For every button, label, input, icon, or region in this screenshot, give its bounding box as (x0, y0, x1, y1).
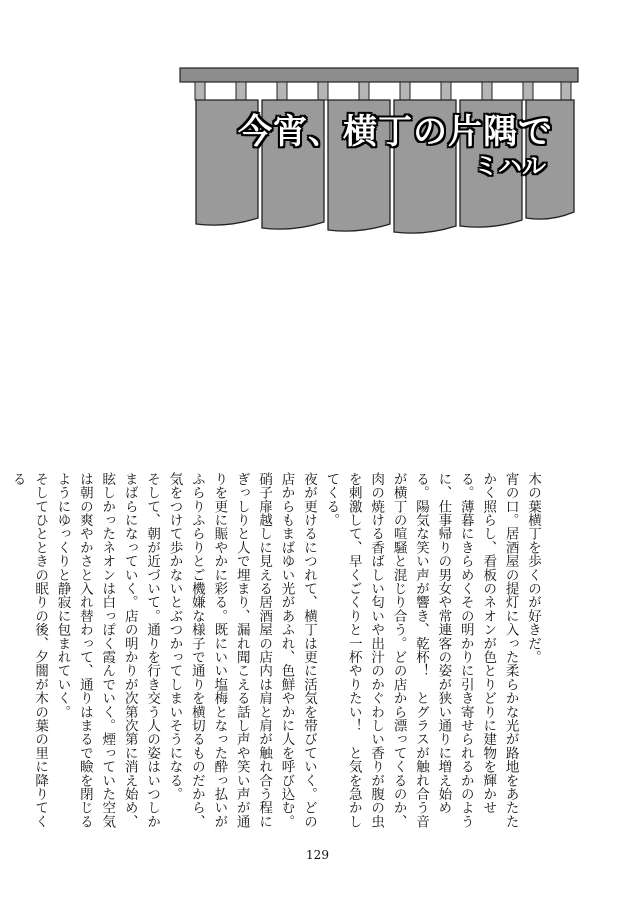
noren-loop (482, 82, 492, 100)
page-number: 129 (306, 848, 329, 862)
noren-rod (180, 68, 578, 82)
story-body (9, 472, 544, 832)
noren-loop (236, 82, 246, 100)
paragraph: 夜が更けるにつれて、横丁は更に活気を帯びていく。どの店からもまばゆい光があふれ、色鮮やかに人を呼び込む。硝子扉越しに見える居酒屋の店内は肩と肩が触れ合う程にぎっしりと人で埋まり、漏れ聞こえる話し声や笑い声が通りを更に賑やかに彩る。既にいい塩梅となった酔っ払いがふらりふらりとご機嫌な様子で通りを横切るものだから、気をつけて歩かないとぶつかってしまいそうになる。 (166, 472, 317, 829)
noren-hanging-loops (195, 82, 571, 100)
paragraph: そしてひとときの眠りの後、夕闇が木の葉の里に降りてくる (9, 472, 49, 829)
noren-loop (561, 82, 571, 100)
noren-loop (318, 82, 328, 100)
noren-loop (277, 82, 287, 100)
noren-loop (359, 82, 369, 100)
noren-loop (441, 82, 451, 100)
noren-loop (523, 82, 533, 100)
author-name: ミハル (474, 152, 546, 180)
paragraph: 宵の口。居酒屋の提灯に入った柔らかな光が路地をあたたかく照らし、看板のネオンが色とりどりに建物を輝かせる。薄暮にきらめくその明かりに引き寄せられるかのように、仕事帰りの男女や常連客の姿が狭い通りに増え始める。陽気な笑い声が響き、乾杯！ とグラスが触れ合う音が横丁の喧騒と混じり合う。どの店から漂ってくるのか、肉の焼ける香ばしい匂いや出汁のかぐわしい香りが腹の虫を刺激して、早くごくりと一杯やりたい！ と気を急かしてくる。 (323, 472, 519, 829)
noren-loop (195, 82, 205, 100)
paragraph: 木の葉横丁を歩くのが好きだ。 (525, 472, 541, 664)
noren-loop (400, 82, 410, 100)
story-title: 今宵、横丁の片隅で (238, 112, 553, 152)
paragraph: そして、朝が近づいて。通りを行き交う人の姿はいつしかまばらになっていく。店の明かりが次第次第に消え始め、眩しかったネオンは白っぽく霞んでいく。煙っていた空気は朝の爽やかさと入れ替わって、通りはまるで瞼を閉じるようにゆっくりと静寂に包まれていく。 (54, 472, 161, 829)
